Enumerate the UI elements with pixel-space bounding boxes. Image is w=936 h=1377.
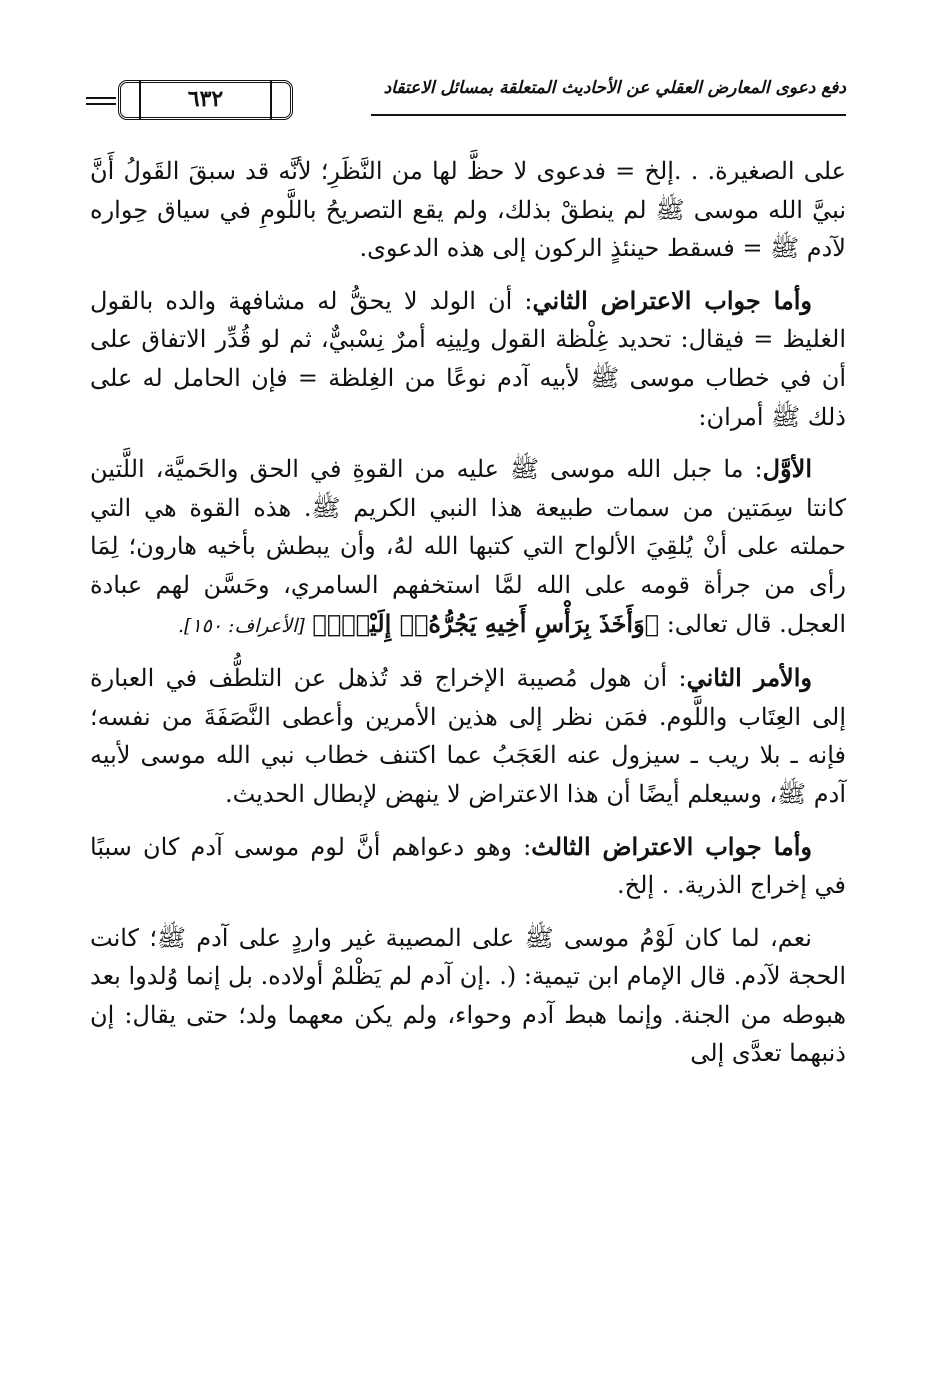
paragraph-text: : ما جبل الله موسى ﷺ عليه من القوةِ في الحق والحَميَّة، اللَّتين كانتا سِمَتين من سمات طبيعة هذا النبي الكريم ﷺ. هذه القوة هي التي حملته على أنْ يُلقِيَ الألواح التي كتبها الله لهُ، وأن يبطش بأخيه هارون؛ لِمَا رأى من جرأة قومه على الله لمَّا استخفهم السامري، وحَسَّن لهم عبادة العجل. قال تعالى: [90,455,846,638]
paragraph-text: : وهو دعواهم أنَّ لوم موسى آدم كان سببًا في إخراج الذرية. . إلخ. [90,832,846,900]
page-number: ٦٣٢ [187,86,224,112]
paragraph [90,450,846,645]
paragraph [90,152,846,268]
header-rule [371,114,846,116]
header-left-rule [86,97,116,99]
page-header [88,70,846,136]
paragraph [90,828,846,905]
quran-reference: [الأعراف: ١٥٠]. [177,614,305,637]
running-title: دفع دعوى المعارض العقلي عن الأحاديث المتعلقة بمسائل الاعتقاد [383,78,846,98]
paragraph-lead: وأما جواب الاعتراض الثالث [531,831,812,861]
header-left-rule [86,103,116,105]
quran-quote: ﴿وَأَخَذَ بِرَأْسِ أَخِيهِ يَجُرُّهُۥٓ إِلَيْهِۚ﴾ [312,608,660,638]
paragraph [90,919,846,1073]
paragraph-text: : أن هول مُصيبة الإخراج قد تُذهل عن التلطُّف في العبارة إلى العِتَاب واللَّوم. فمَن نظر إلى هذين الأمرين وأعطى النَّصَفَةَ من نفسه؛ فإنه ـ بلا ريب ـ سيزول عنه العَجَبُ عما اكتنف خطاب نبي الله موسى لأبيه آدم ﷺ، وسيعلم أيضًا أن هذا الاعتراض لا ينهض لإبطال الحديث. [90,664,846,808]
paragraph [90,659,846,813]
paragraph-lead: وأما جواب الاعتراض الثاني [532,285,812,315]
paragraph-text: : أن الولد لا يحقُّ له مشافهة والده بالقول الغليظ = فيقال: تحديد غِلْظة القول ولِينِه أمرٌ نِسْبيٌّ، ثم لو قُدِّر الاتفاق على أن في خطاب موسى ﷺ لأبيه آدم نوعًا من الغِلظة = فإن الحامل له على ذلك ﷺ أمران: [90,286,846,431]
paragraph-text: نعم، لما كان لَوْمُ موسى ﷺ على المصيبة غير واردٍ على آدم ﷺ؛ كانت الحجة لآدم. قال الإمام ابن تيمية: (. .إن آدم لم يَظْلمْ أولاده. بل إنما وُلدوا بعد هبوطه من الجنة. وإنما هبط آدم وحواء، ولم يكن معهما ولد؛ حتى يقال: إن ذنبهما تعدَّى إلى [90,923,846,1068]
body-text [90,152,846,1087]
paragraph-lead: الأوَّل [762,454,812,484]
paragraph [90,282,846,436]
page-number-frame [118,80,293,120]
paragraph-text: على الصغيرة. . .إلخ = فدعوى لا حظَّ لها من النَّظَرِ؛ لأنَّه قد سبقَ القَولُ أَنَّ نبيَّ الله موسى ﷺ لم ينطقْ بذلك، ولم يقع التصريحُ باللَّومِ في سياق حِواره لآدم ﷺ = فسقط حينئذٍ الركون إلى هذه الدعوى. [90,157,846,263]
paragraph-lead: والأمر الثاني [686,663,813,693]
